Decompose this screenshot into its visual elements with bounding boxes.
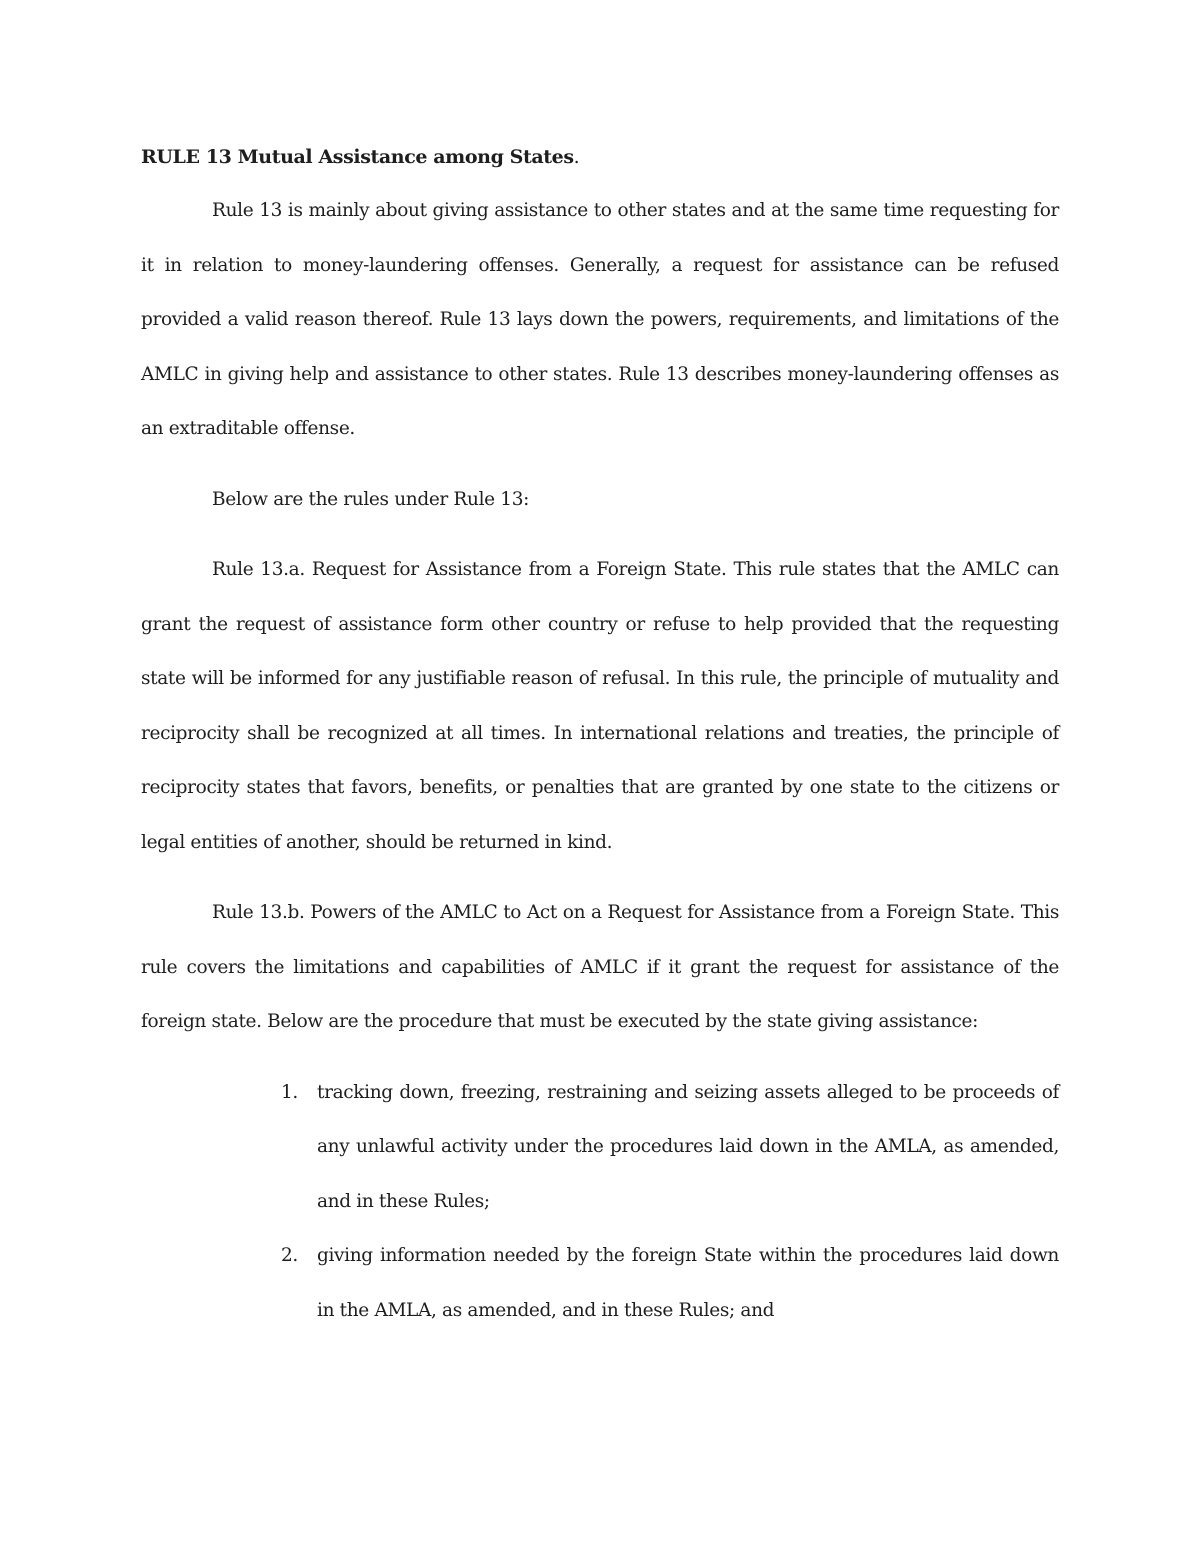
intro-paragraph: Rule 13 is mainly about giving assistance to other states and at the same time requesting for it in relation to money-laundering offenses. Generally, a request for assistance can be refused provided a valid reason thereof. Rule 13 lays down the powers, requirements, and limitations of the AMLC in giving help and assistance to other states. Rule 13 describes money-laundering offenses as an extraditable offense. (141, 200, 1059, 439)
list-item-text: giving information needed by the foreign State within the procedures laid down in the AMLA, as amended, and in these Rules; and (317, 1245, 1059, 1321)
list-item (281, 1066, 1059, 1230)
section-heading (141, 130, 1059, 184)
heading-period: . (573, 146, 580, 168)
list-item (281, 1229, 1059, 1338)
list-item-number: 1. (281, 1081, 298, 1103)
list-item-text: tracking down, freezing, restraining and seizing assets alleged to be proceeds of any unlawful activity under the procedures laid down in the AMLA, as amended, and in these Rules; (317, 1081, 1059, 1212)
heading-title: RULE 13 Mutual Assistance among States (141, 146, 574, 168)
rule-13a-paragraph: Rule 13.a. Request for Assistance from a Foreign State. This rule states that the AMLC can grant the request of assistance form other country or refuse to help provided that the requesting state will be informed for any justifiable reason of refusal. In this rule, the principle of mutuality and reciprocity shall be recognized at all times. In international relations and treaties, the principle of reciprocity states that favors, benefits, or penalties that are granted by one state to the citizens or legal entities of another, should be returned in kind. (141, 559, 1059, 853)
procedure-list (141, 1066, 1059, 1339)
rule-13b-paragraph: Rule 13.b. Powers of the AMLC to Act on a Request for Assistance from a Foreign State. This rule covers the limitations and capabilities of AMLC if it grant the request for assistance of the foreign state. Below are the procedure that must be executed by the state giving assistance: (141, 902, 1059, 1032)
document-page (141, 130, 1059, 1338)
list-item-number: 2. (281, 1245, 298, 1266)
rules-lead-in: Below are the rules under Rule 13: (212, 488, 529, 510)
